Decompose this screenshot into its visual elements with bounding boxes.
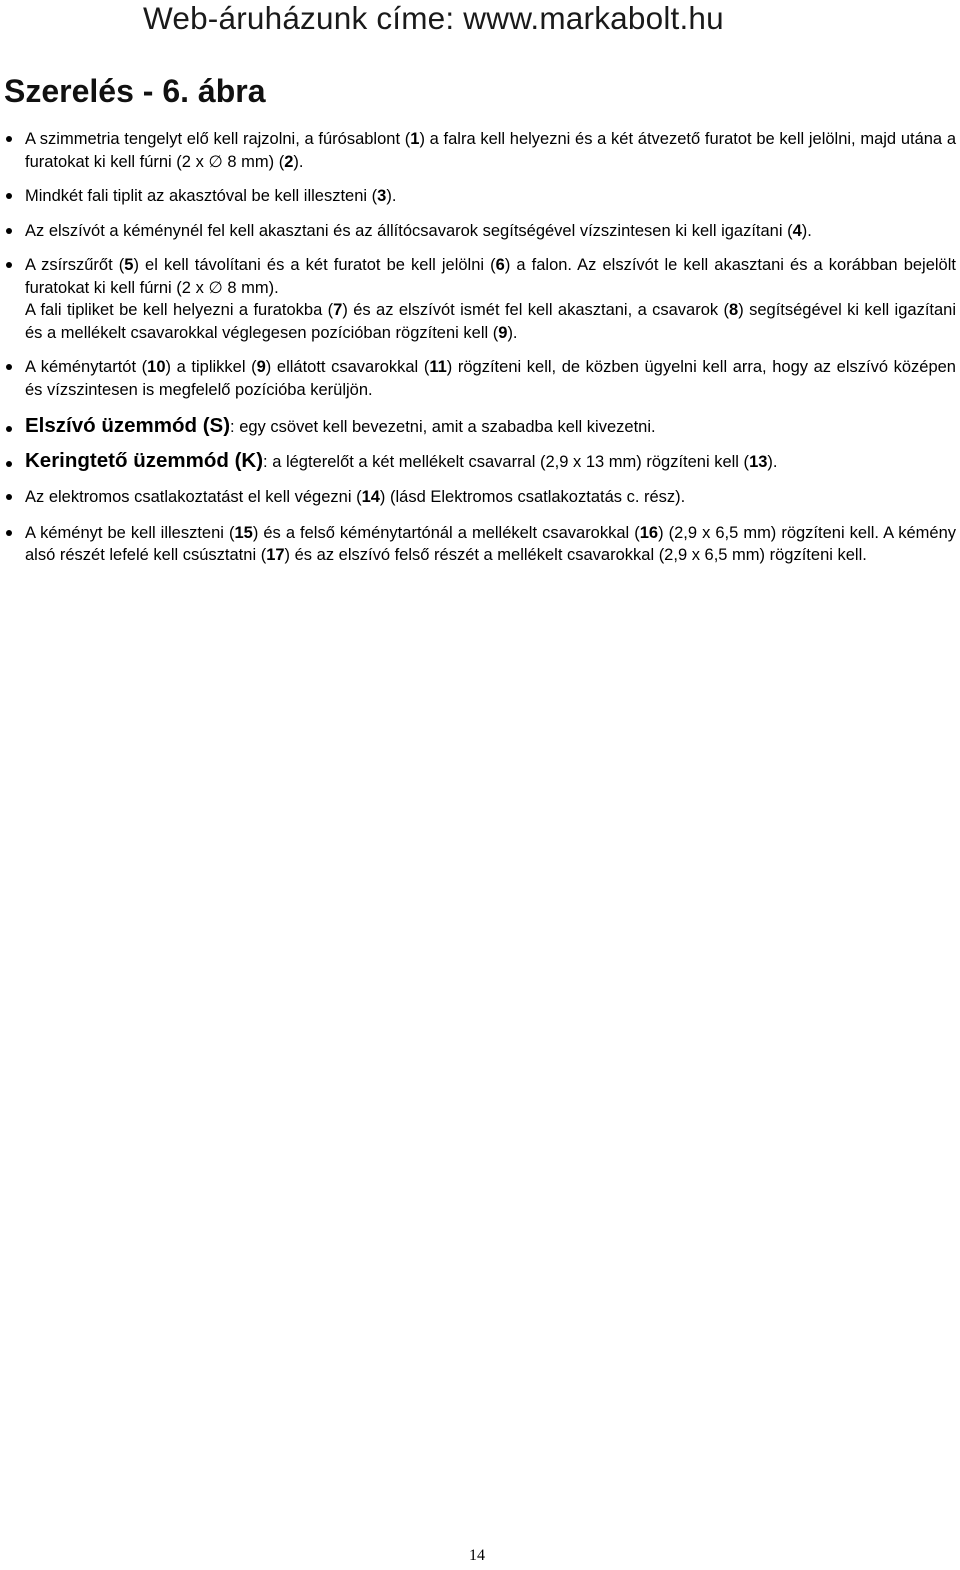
text-segment: ) el kell távolítani és a két furatot be kell jelölni ( xyxy=(133,256,496,274)
text-segment: ) (lásd Elektromos csatlakoztatás c. rész). xyxy=(379,488,686,506)
reference-number: 15 xyxy=(234,523,253,542)
bullet-icon xyxy=(6,193,12,199)
reference-number: 6 xyxy=(495,256,505,274)
reference-number: 2 xyxy=(284,152,294,171)
list-item xyxy=(0,415,956,439)
bullet-icon xyxy=(6,494,12,500)
instruction-list xyxy=(0,128,956,567)
text-segment: Mindkét fali tiplit az akasztóval be kell illeszteni ( xyxy=(25,187,378,205)
list-item xyxy=(0,128,956,173)
reference-number: 3 xyxy=(377,187,387,205)
bullet-icon xyxy=(6,136,12,142)
text-segment: A kéményt be kell illeszteni ( xyxy=(25,523,235,542)
list-item xyxy=(0,185,956,208)
text-segment: ) a falra kell helyezni és a két átvezető furatot be kell jelölni, majd utána a furatokat ki kell fúrni (2 x xyxy=(25,130,956,171)
reference-number: 9 xyxy=(498,323,508,342)
text-segment: Az elektromos csatlakoztatást el kell végezni ( xyxy=(25,488,362,506)
reference-number: 7 xyxy=(333,301,343,319)
text-segment: 8 mm). xyxy=(222,278,279,297)
bullet-icon xyxy=(6,262,12,268)
mode-heading: Elszívó üzemmód (S) xyxy=(25,414,231,437)
reference-number: 8 xyxy=(729,301,739,319)
text-segment: : a légterelőt a két mellékelt csavarral (2,9 x 13 mm) rögzíteni kell ( xyxy=(263,452,750,471)
text-segment: ). xyxy=(767,452,778,471)
reference-number: 11 xyxy=(429,358,447,376)
website-header: Web-áruházunk címe: www.markabolt.hu xyxy=(143,0,724,36)
text-segment: ). xyxy=(293,152,304,171)
text-segment: A kéménytartót ( xyxy=(25,358,148,376)
text-segment: ) a falon. Az elszívót le kell akasztani és a korábban bejelölt furatokat ki kell fúrni (2 x xyxy=(25,256,956,297)
text-segment: ) és az elszívó felső részét a mellékelt csavarokkal (2,9 x 6,5 mm) rögzíteni kell. xyxy=(284,546,867,564)
reference-number: 10 xyxy=(147,358,166,376)
list-item xyxy=(0,356,956,401)
reference-number: 9 xyxy=(256,358,266,376)
text-segment: ) segítségével ki kell igazítani és a mellékelt csavarokkal véglegesen pozícióban rögzíteni kell ( xyxy=(25,301,957,342)
text-segment: ) és a felső kéménytartónál a mellékelt csavarokkal ( xyxy=(252,523,640,542)
text-segment: ) a tiplikkel ( xyxy=(165,358,257,376)
text-segment: ) (2,9 x 6,5 mm) rögzíteni kell. A kémény alsó részét lefelé kell csúsztatni ( xyxy=(25,523,957,564)
mode-heading: Keringtető üzemmód (K) xyxy=(25,448,264,472)
list-item xyxy=(0,220,956,243)
list-item xyxy=(0,450,956,474)
list-item xyxy=(0,522,956,567)
text-segment: ) és az elszívót ismét fel kell akasztani, a csavarok ( xyxy=(342,301,730,319)
sub-paragraph xyxy=(0,299,956,344)
reference-number: 13 xyxy=(749,452,768,471)
reference-number: 4 xyxy=(792,221,802,240)
diameter-symbol: ∅ xyxy=(208,152,223,171)
text-segment: A szimmetria tengelyt elő kell rajzolni, a fúrósablont ( xyxy=(25,130,411,148)
diameter-symbol: ∅ xyxy=(208,278,223,297)
text-segment: A zsírszűrőt ( xyxy=(25,256,125,274)
bullet-icon xyxy=(6,426,12,432)
bullet-icon xyxy=(6,530,12,536)
list-item xyxy=(0,254,956,299)
reference-number: 16 xyxy=(639,523,659,542)
text-segment: A fali tipliket be kell helyezni a furatokba ( xyxy=(25,301,334,319)
text-segment: ). xyxy=(801,221,812,240)
text-segment: Az elszívót a kéménynél fel kell akasztani és az állítócsavarok segítségével vízszintesen ki kell igazítani ( xyxy=(25,221,793,240)
bullet-icon xyxy=(6,461,12,467)
text-segment: 8 mm) ( xyxy=(222,152,285,171)
reference-number: 1 xyxy=(410,130,420,148)
section-title: Szerelés - 6. ábra xyxy=(4,73,266,109)
reference-number: 14 xyxy=(361,488,380,506)
text-segment: ). xyxy=(507,323,518,342)
text-segment: ) ellátott csavarokkal ( xyxy=(265,358,430,376)
reference-number: 5 xyxy=(124,256,134,274)
list-item xyxy=(0,486,956,509)
text-segment: ). xyxy=(386,187,397,205)
bullet-icon xyxy=(6,364,12,370)
text-segment: ) rögzíteni kell, de közben ügyelni kell arra, hogy az elszívó középen és vízszintesen is megfelelő pozícióba kerüljön. xyxy=(25,358,956,399)
bullet-icon xyxy=(6,228,12,234)
page-number: 14 xyxy=(469,1547,485,1564)
reference-number: 17 xyxy=(266,546,285,564)
text-segment: : egy csövet kell bevezetni, amit a szabadba kell kivezetni. xyxy=(230,418,656,436)
